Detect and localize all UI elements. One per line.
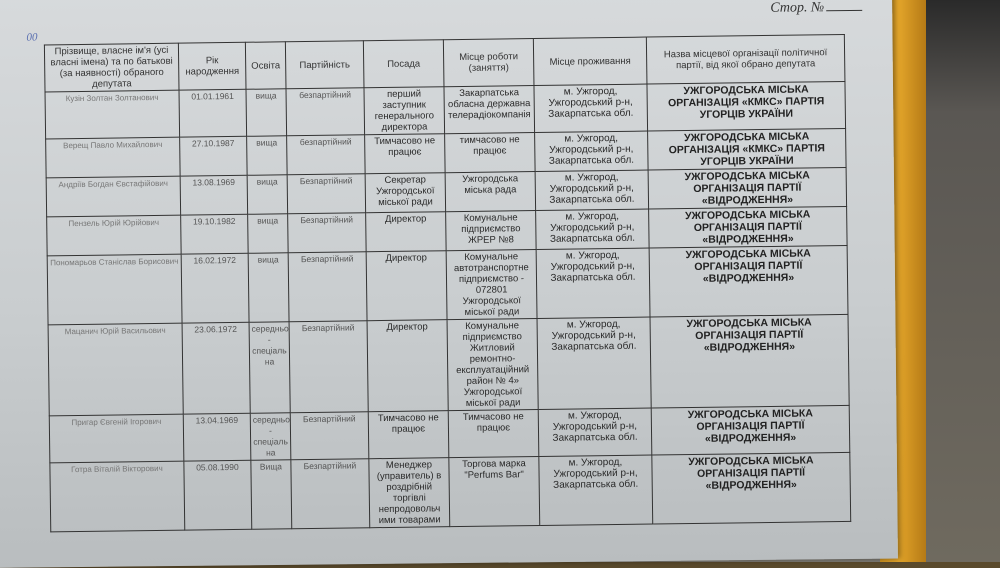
cell-residence: м. Ужгород, Ужгородський р-н, Закарпатська обл.	[537, 317, 651, 409]
cell-organization: УЖГОРОДСЬКА МІСЬКА ОРГАНІЗАЦІЯ ПАРТІЇ «ВІДРОДЖЕННЯ»	[650, 314, 849, 408]
cell-residence: м. Ужгород, Ужгородський р-н, Закарпатська обл.	[535, 131, 649, 171]
pen-mark: 00	[26, 31, 38, 44]
cell-position: Директор	[366, 212, 447, 252]
cell-year: 27.10.1987	[180, 136, 248, 176]
cell-name: Готра Віталій Вікторович	[50, 461, 185, 532]
cell-year: 19.10.1982	[181, 214, 249, 254]
cell-workplace: Торгова марка "Perfums Bar"	[449, 457, 540, 527]
cell-workplace: Комунальне підприємство Житловий ремонтно-експлуатаційний район № 4» Ужгородської міської ради	[447, 319, 538, 411]
cell-party: Безпартійний	[288, 213, 367, 253]
cell-organization: УЖГОРОДСЬКА МІСЬКА ОРГАНІЗАЦІЯ ПАРТІЇ «ВІДРОДЖЕННЯ»	[649, 245, 848, 317]
cell-name: Пригар Євгеній Ігорович	[49, 414, 184, 463]
page-number-label: Стор. №	[770, 0, 825, 16]
cell-workplace: Закарпатська обласна державна телерадіокомпанія	[444, 86, 535, 134]
cell-year: 13.08.1969	[180, 175, 248, 215]
cell-position: Менеджер (управитель) в роздрібній торгівлі непродовольч ими товарами	[369, 458, 450, 528]
cell-organization: УЖГОРОДСЬКА МІСЬКА ОРГАНІЗАЦІЯ «КМКС» ПАРТІЯ УГОРЦІВ УКРАЇНИ	[647, 81, 846, 131]
header-name: Прізвище, власне ім'я (усі власні імена) та по батькові (за наявності) обраного депутата	[44, 43, 179, 92]
cell-position: Тимчасово не працює	[365, 134, 446, 174]
cell-party: безпартійний	[286, 88, 365, 136]
cell-name: Пономарьов Станіслав Борисович	[47, 254, 182, 325]
header-organization: Назва місцевої організації політичної партії, від якої обрано депутата	[646, 34, 845, 84]
cell-residence: м. Ужгород, Ужгородський р-н, Закарпатська обл.	[535, 170, 649, 210]
cell-position: перший заступник генерального директора	[364, 87, 445, 135]
cell-workplace: Комунальне підприємство ЖРЕР №8	[446, 211, 537, 251]
header-residence: Місце проживання	[533, 37, 647, 85]
cell-party: Безпартійний	[290, 412, 369, 460]
cell-year: 01.01.1961	[179, 89, 247, 137]
cell-workplace: тимчасово не працює	[445, 133, 536, 173]
cell-residence: м. Ужгород, Ужгородський р-н, Закарпатська обл.	[536, 248, 650, 318]
cell-party: Безпартійний	[288, 252, 367, 322]
cell-education: Вища	[251, 460, 292, 530]
cell-year: 13.04.1969	[183, 413, 251, 461]
cell-organization: УЖГОРОДСЬКА МІСЬКА ОРГАНІЗАЦІЯ ПАРТІЇ «ВІДРОДЖЕННЯ»	[648, 167, 846, 209]
cell-party: безпартійний	[287, 135, 366, 175]
cell-workplace: Комунальне автотранспортне підприємство - 072801 Ужгородської міської ради	[446, 250, 537, 320]
header-education: Освіта	[245, 42, 286, 90]
header-workplace: Місце роботи (заняття)	[443, 39, 534, 87]
cell-residence: м. Ужгород, Ужгородський р-н, Закарпатська обл.	[538, 408, 652, 456]
cell-education: вища	[248, 214, 289, 254]
cell-residence: м. Ужгород, Ужгородський р-н, Закарпатська обл.	[536, 209, 650, 249]
cell-organization: УЖГОРОДСЬКА МІСЬКА ОРГАНІЗАЦІЯ ПАРТІЇ «ВІДРОДЖЕННЯ»	[651, 405, 850, 455]
cell-position: Директор	[367, 320, 448, 412]
header-year: Рік народження	[178, 42, 246, 90]
cell-name: Андріїв Богдан Євстафійович	[46, 176, 180, 217]
cell-year: 23.06.1972	[182, 322, 250, 414]
cell-education: вища	[246, 89, 287, 137]
cell-party: Безпартійний	[287, 174, 366, 214]
cell-organization: УЖГОРОДСЬКА МІСЬКА ОРГАНІЗАЦІЯ «КМКС» ПАРТІЯ УГОРЦІВ УКРАЇНИ	[648, 128, 846, 170]
cell-organization: УЖГОРОДСЬКА МІСЬКА ОРГАНІЗАЦІЯ ПАРТІЇ «ВІДРОДЖЕННЯ»	[652, 452, 851, 524]
cell-year: 16.02.1972	[181, 253, 249, 323]
cell-education: вища	[247, 136, 288, 176]
page-number	[770, 0, 862, 17]
header-party: Партійність	[285, 41, 364, 89]
cell-name: Кузін Золтан Золтанович	[45, 90, 180, 139]
page-number-blank	[826, 10, 862, 11]
table-row	[50, 452, 851, 531]
cell-education: середньо - спеціаль на	[250, 413, 291, 461]
cell-year: 05.08.1990	[184, 460, 252, 530]
cell-education: вища	[247, 175, 288, 215]
table-row	[48, 314, 849, 415]
cell-party: Безпартійний	[289, 321, 368, 413]
table-row	[47, 245, 848, 324]
cell-name: Мацанич Юрій Васильович	[48, 323, 183, 416]
cell-workplace: Ужгородська міська рада	[445, 172, 536, 212]
cell-name: Пензель Юрій Юрійович	[47, 215, 181, 256]
cell-position: Тимчасово не працює	[368, 411, 449, 459]
cell-education: середньо - спеціаль на	[249, 322, 290, 414]
cell-name: Верещ Павло Михайлович	[46, 137, 180, 178]
cell-party: Безпартійний	[291, 459, 370, 529]
header-position: Посада	[363, 40, 444, 88]
cell-position: Директор	[366, 251, 447, 321]
cell-residence: м. Ужгород, Ужгородський р-н, Закарпатська обл.	[534, 84, 648, 132]
cell-position: Секретар Ужгородської міської ради	[365, 173, 446, 213]
deputies-table	[44, 34, 851, 532]
cell-organization: УЖГОРОДСЬКА МІСЬКА ОРГАНІЗАЦІЯ ПАРТІЇ «ВІДРОДЖЕННЯ»	[649, 206, 847, 248]
cell-workplace: Тимчасово не працює	[448, 410, 539, 458]
cell-education: вища	[248, 253, 289, 323]
cell-residence: м. Ужгород, Ужгородський р-н, Закарпатська обл.	[539, 455, 653, 525]
